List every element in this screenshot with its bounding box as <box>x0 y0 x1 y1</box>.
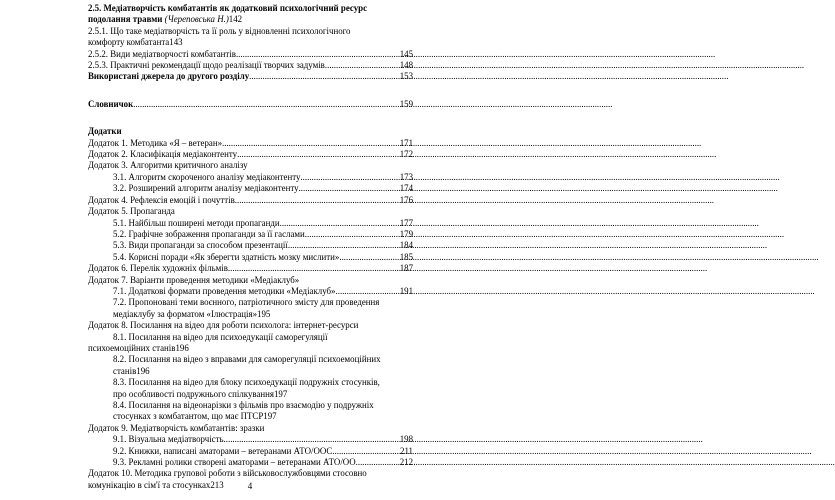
page-ref: 196 <box>175 342 189 353</box>
appendices-heading: Додатки <box>88 126 122 137</box>
toc-entry-a7[interactable]: Додаток 7. Варіанти проведення методики «Медіаклуб» <box>88 274 300 285</box>
page-ref: 176 <box>399 194 413 205</box>
page-ref: 191 <box>399 285 413 296</box>
toc-entry-a2[interactable]: Додаток 2. Класифікація медіаконтенту ..... 172 <box>88 149 413 160</box>
toc-entry-a5[interactable]: Додаток 5. Пропаганда <box>88 206 175 217</box>
page-ref: 187 <box>399 263 413 274</box>
page-ref: 211 <box>400 445 413 456</box>
page-ref: 179 <box>399 228 413 239</box>
toc-entry-a4[interactable]: Додаток 4. Рефлексія емоцій і почуттів ..... 176 <box>88 195 413 206</box>
toc-entry-a7-1[interactable]: 7.1. Додаткові формати проведення методики «Медіаклуб» ..... 191 <box>88 286 413 297</box>
toc-entry-a9-2[interactable]: 9.2. Книжки, написані аматорами – ветеранами АТО/ООС ..... 211 <box>88 446 413 457</box>
page-number: 4 <box>247 481 253 491</box>
toc-entry-a8[interactable]: Додаток 8. Посилання на відео для роботи психолога: інтернет-ресурси <box>88 320 359 331</box>
toc-entry-a6[interactable]: Додаток 6. Перелік художніх фільмів ..... 187 <box>88 263 413 274</box>
page-ref: 173 <box>399 171 413 182</box>
page-ref: 212 <box>399 457 413 468</box>
toc-entry-a7-2[interactable]: 7.2. Пропоновані теми воєнного, патріотичного змісту для проведення медіаклубу за форматом «Ілюстрація» 195 <box>113 297 380 319</box>
page-ref: 159 <box>399 98 413 109</box>
page-ref: 172 <box>399 149 413 160</box>
toc-entry-a8-2[interactable]: 8.2. Посилання на відео з вправами для саморегуляції психоемоційних станів 196 <box>113 354 381 376</box>
page-ref: 142 <box>228 14 243 25</box>
toc-entry-a10[interactable]: Додаток 10. Методика групової роботи з військовослужбовцями стосовно комунікацію в сім'ї та стосунках 213 <box>88 468 367 490</box>
page-ref: 213 <box>210 479 224 490</box>
page-ref: 143 <box>169 37 183 48</box>
page-ref: 145 <box>399 48 413 59</box>
toc-entry-a3-1[interactable]: 3.1. Алгоритм скороченого аналізу медіаконтенту ..... 173 <box>88 172 413 183</box>
page-ref: 197 <box>273 388 288 399</box>
toc-entry-2-5-3[interactable]: 2.5.3. Практичні рекомендації щодо реалізації творчих задумів ..... 148 <box>88 60 413 71</box>
table-of-contents <box>88 0 413 491</box>
toc-entry-a3-2[interactable]: 3.2. Розширений алгоритм аналізу медіаконтенту ..... 174 <box>88 183 413 194</box>
toc-entry-2-5-1[interactable]: 2.5.1. Що таке медіатворчість та її роль у відновленні психологічного комфорту комбатанта 143 <box>88 25 351 48</box>
toc-entry-a5-1[interactable]: 5.1. Найбільш поширені методи пропаганди ..... 177 <box>88 218 413 229</box>
toc-entry-a9[interactable]: Додаток 9. Медіатворчість комбатантів: зразки <box>88 422 265 433</box>
page-ref: 196 <box>136 365 150 376</box>
page-ref: 197 <box>263 411 277 422</box>
page-ref: 198 <box>399 434 413 445</box>
toc-entry-sources[interactable]: Використані джерела до другого розділу ..... 153 <box>88 71 413 82</box>
toc-entry-a1[interactable]: Додаток 1. Методика «Я – ветеран» ..... 171 <box>88 138 413 149</box>
toc-entry-glossary[interactable]: Словничок ..... 159 <box>88 99 413 110</box>
toc-entry-a8-1[interactable]: 8.1. Посилання на відео для психоедукації саморегуляції психоемоційних станів 196 <box>88 331 328 353</box>
page-ref: 184 <box>399 240 413 251</box>
toc-entry-a5-2[interactable]: 5.2. Графічне зображення пропаганди за її гаслами ..... 179 <box>88 229 413 240</box>
page-ref: 153 <box>399 71 413 82</box>
toc-entry-a8-4[interactable]: 8.4. Посилання на відеонарізки з фільмів про взаємодію у подружніх стосунках з комбатантом, що має ПТСР 197 <box>113 400 374 422</box>
toc-entry-a9-3[interactable]: 9.3. Рекламні ролики створені аматорами – ветеранами АТО/ОО ..... 212 <box>88 457 413 468</box>
toc-entry-a5-4[interactable]: 5.4. Корисні поради «Як зберегти здатність мозку мислити» ..... 185 <box>88 252 413 263</box>
page-ref: 174 <box>399 183 413 194</box>
toc-entry-a5-3[interactable]: 5.3. Види пропаганди за способом презентації ..... 184 <box>88 240 413 251</box>
toc-entry-2-5-2[interactable]: 2.5.2. Види медіатворчості комбатантів ..... 145 <box>88 49 413 60</box>
page-ref: 195 <box>257 308 271 319</box>
toc-entry-2-5[interactable]: 2.5. Медіатворчість комбатантів як додатковий психологічний ресурс подолання травми (Череповська Н.) 142 <box>88 3 368 25</box>
page-ref: 185 <box>399 251 413 262</box>
toc-entry-a9-1[interactable]: 9.1. Візуальна медіатворчість ..... 198 <box>88 434 413 445</box>
toc-entry-a8-3[interactable]: 8.3. Посилання на відео для блоку психоедукації подружніх стосунків, про особливості подружнього спілкування 197 <box>113 377 380 399</box>
page-ref: 148 <box>399 60 413 71</box>
page-ref: 177 <box>399 217 413 228</box>
page-ref: 171 <box>399 137 413 148</box>
toc-entry-a3[interactable]: Додаток 3. Алгоритми критичного аналізу <box>88 160 248 171</box>
